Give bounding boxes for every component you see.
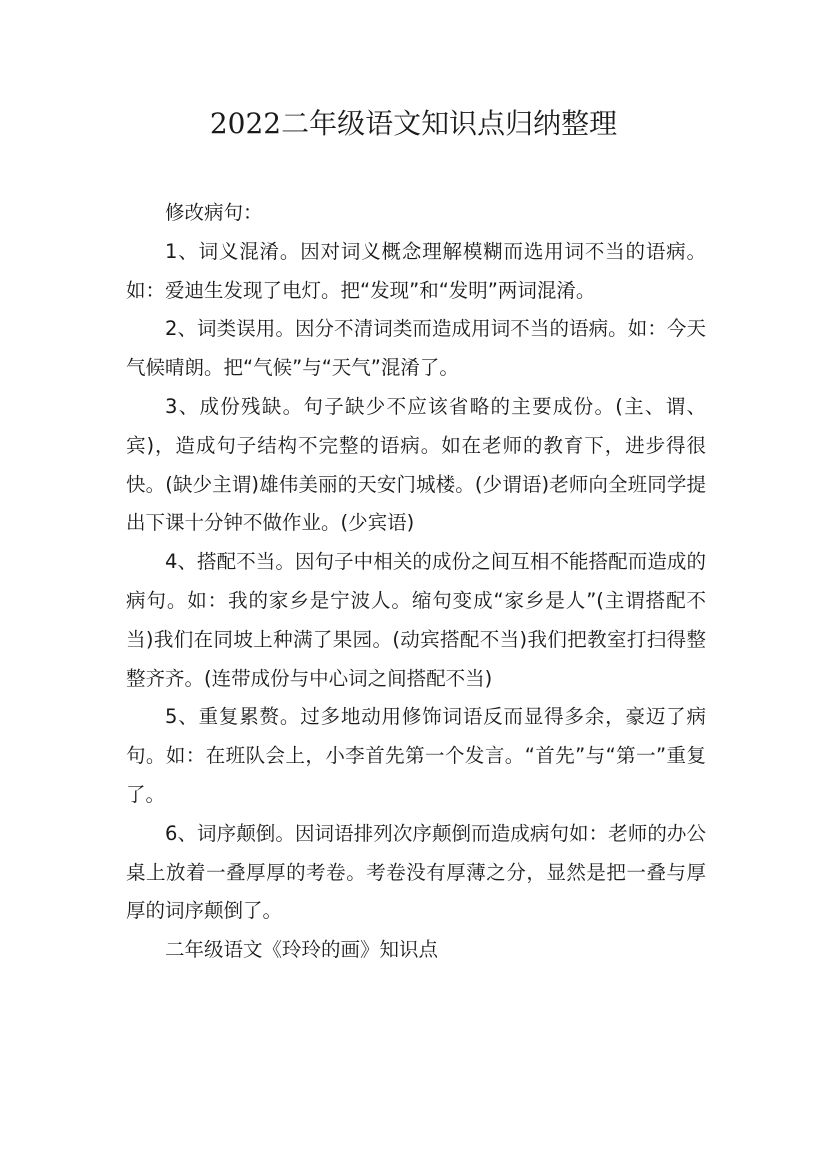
document-body — [126, 194, 706, 970]
paragraph-item-1: 1、词义混淆。因对词义概念理解模糊而选用词不当的语病。如：爱迪生发现了电灯。把“发现”和“发明”两词混淆。 — [126, 239, 706, 302]
paragraph-heading-revise-sentences: 修改病句： — [165, 201, 263, 224]
paragraph-item-3: 3、成份残缺。句子缺少不应该省略的主要成份。(主、谓、宾)，造成句子结构不完整的语病。如在老师的教育下，进步得很快。(缺少主谓)雄伟美丽的天安门城楼。(少谓语)老师向全班同学提出下课十分钟不做作业。(少宾语) — [126, 394, 706, 535]
paragraph-item-4: 4、搭配不当。因句子中相关的成份之间互相不能搭配而造成的病句。如：我的家乡是宁波人。缩句变成“家乡是人”(主谓搭配不当)我们在同坡上种满了果园。(动宾搭配不当)我们把教室打扫得整整齐齐。(连带成份与中心词之间搭配不当) — [126, 550, 706, 690]
paragraph-item-5: 5、重复累赘。过多地动用修饰词语反而显得多余，豪迈了病句。如：在班队会上，小李首先第一个发言。“首先”与“第一”重复了。 — [126, 705, 706, 806]
document-title: 2022二年级语文知识点归纳整理 — [209, 107, 618, 140]
paragraph-section-heading: 二年级语文《玲玲的画》知识点 — [165, 938, 439, 962]
paragraph-item-2: 2、词类误用。因分不清词类而造成用词不当的语病。如：今天气候晴朗。把“气候”与“天气”混淆了。 — [126, 317, 706, 380]
paragraph-item-6: 6、词序颠倒。因词语排列次序颠倒而造成病句如：老师的办公桌上放着一叠厚厚的考卷。考卷没有厚薄之分，显然是把一叠与厚厚的词序颠倒了。 — [126, 821, 706, 923]
